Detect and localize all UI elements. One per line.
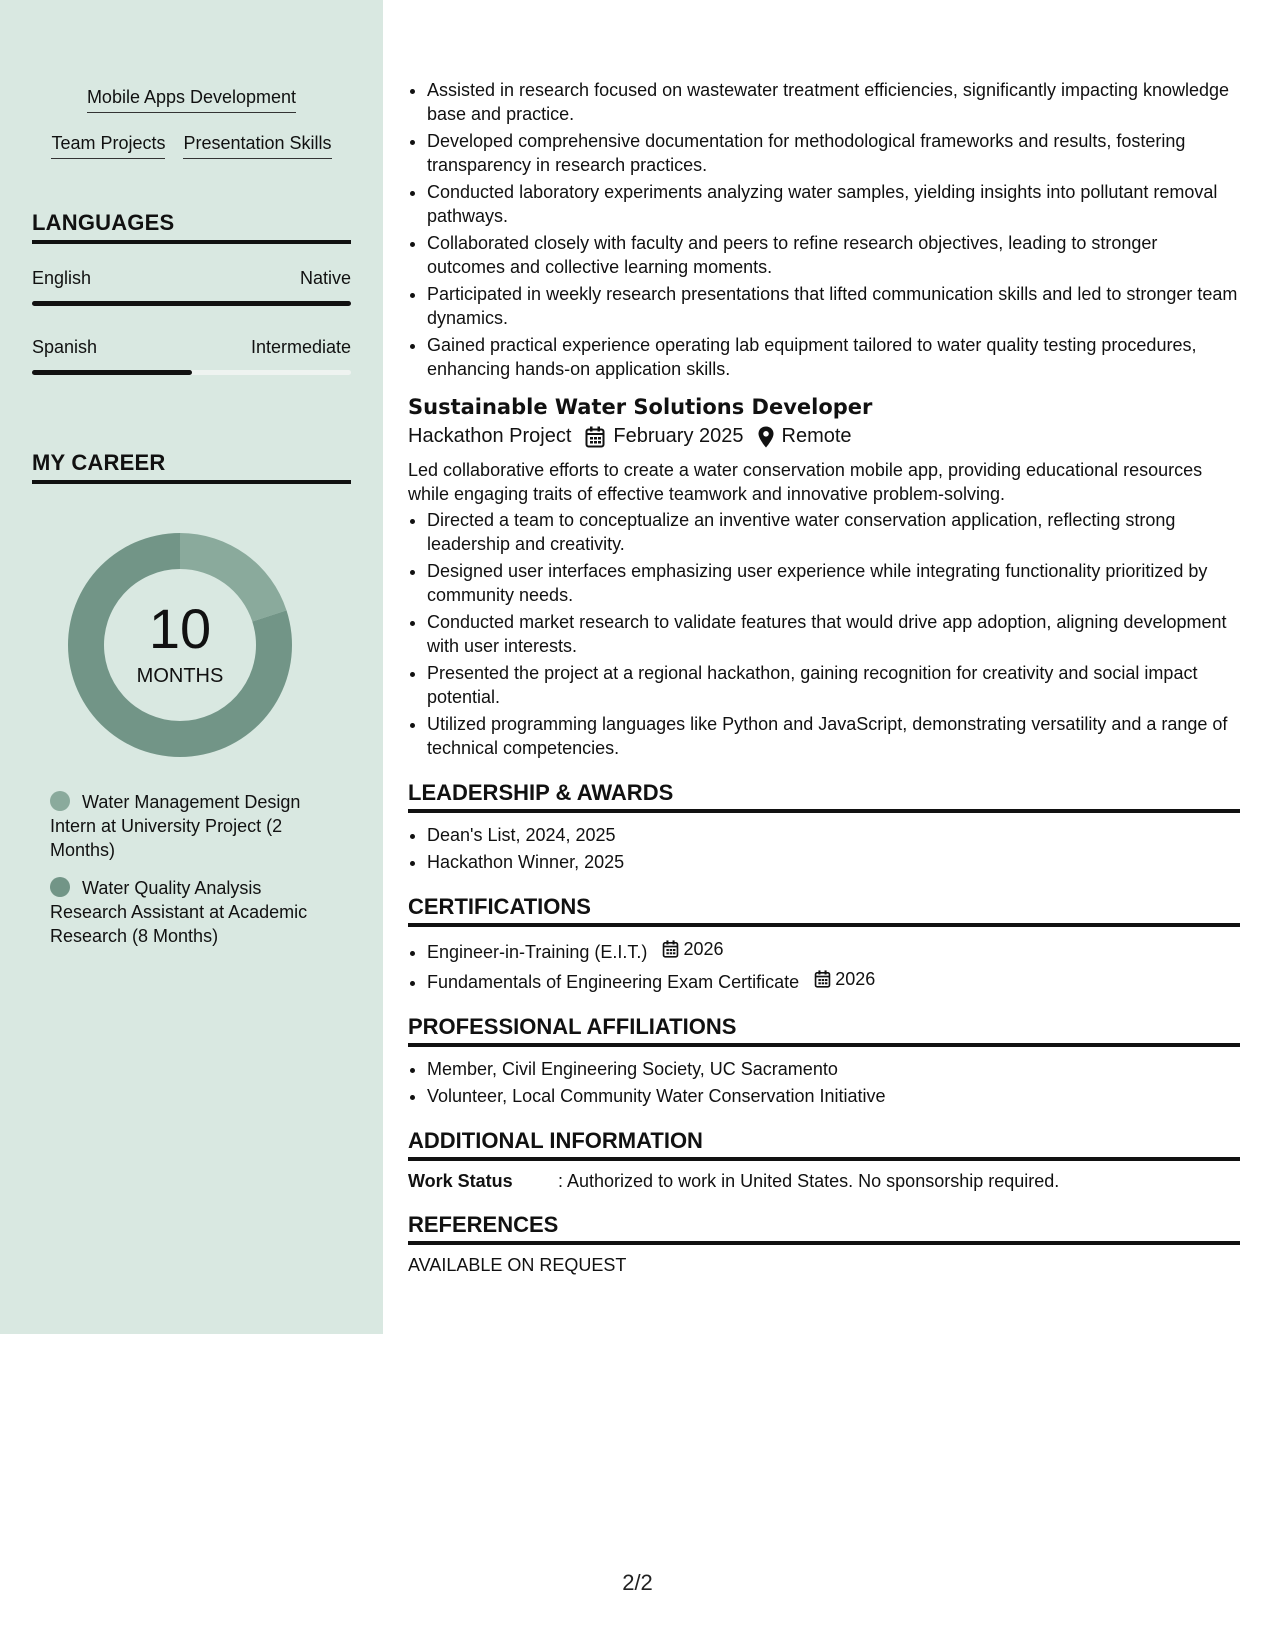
location-pin-icon (758, 426, 774, 448)
list-item (427, 937, 1240, 964)
work-status-label: Work Status (408, 1171, 513, 1191)
legend-dot-icon (50, 791, 70, 811)
career-legend (50, 790, 340, 962)
page-number: 2/2 (622, 1570, 653, 1595)
list-item: • Presented the project at a regional hackathon, gaining recognition for creativity and social impact potential. (427, 661, 1240, 709)
list-item (427, 967, 1240, 994)
career-legend-item (50, 790, 340, 862)
list-item: • Assisted in research focused on wastewater treatment efficiencies, significantly impacting knowledge base and practice. (427, 78, 1240, 126)
list-item: • Collaborated closely with faculty and peers to refine research objectives, leading to stronger outcomes and collective learning moments. (427, 231, 1240, 279)
languages-heading: LANGUAGES (32, 210, 351, 244)
list-item: • Utilized programming languages like Python and JavaScript, demonstrating versatility and a range of technical competencies. (427, 712, 1240, 760)
career-legend-label: Water Quality Analysis Research Assistant at Academic Research (8 Months) (50, 878, 308, 946)
skill-tag: Team Projects (51, 131, 165, 159)
references-heading: REFERENCES (408, 1212, 1240, 1245)
language-bar-fill (32, 301, 351, 306)
references-text: AVAILABLE ON REQUEST (408, 1255, 627, 1275)
career-legend-label: Water Management Design Intern at University Project (2 Months) (50, 792, 301, 860)
language-level: Intermediate (250, 337, 351, 357)
language-spanish (32, 337, 351, 375)
job-title: Sustainable Water Solutions Developer (408, 395, 873, 419)
job-date: February 2025 (613, 425, 744, 447)
sidebar (0, 0, 383, 1334)
legend-dot-icon (50, 877, 70, 897)
career-heading: MY CAREER (32, 450, 351, 484)
work-status-value: : Authorized to work in United States. No sponsorship required. (558, 1171, 1060, 1191)
language-english (32, 268, 351, 306)
language-level: Native (299, 268, 351, 288)
list-item: • Participated in weekly research presentations that lifted communication skills and led to stronger team dynamics. (427, 282, 1240, 330)
calendar-icon (585, 426, 605, 448)
list-item: • Designed user interfaces emphasizing user experience while integrating functionality prioritized by community needs. (427, 559, 1240, 607)
language-name: English (32, 268, 92, 288)
work-status-row (408, 1171, 1240, 1192)
skill-row (0, 85, 383, 113)
job1-bullets (408, 78, 1240, 381)
calendar-icon (662, 940, 679, 958)
affiliations-heading: PROFESSIONAL AFFILIATIONS (408, 1014, 1240, 1047)
cert-year: 2026 (683, 939, 724, 959)
list-item: • Volunteer, Local Community Water Conservation Initiative (427, 1084, 1240, 1108)
list-item: • Directed a team to conceptualize an inventive water conservation application, reflecting strong leadership and creativity. (427, 508, 1240, 556)
cert-name: Fundamentals of Engineering Exam Certificate (427, 972, 800, 992)
job2-bullets (408, 508, 1240, 760)
list-item: • Conducted laboratory experiments analyzing water samples, yielding insights into pollutant removal pathways. (427, 180, 1240, 228)
language-name: Spanish (32, 337, 98, 357)
language-bar-fill (32, 370, 192, 375)
certifications-list (408, 937, 1240, 994)
list-item: • Dean's List, 2024, 2025 (427, 823, 1240, 847)
leadership-heading: LEADERSHIP & AWARDS (408, 780, 1240, 813)
job-summary: Led collaborative efforts to create a water conservation mobile app, providing educational resources while engaging traits of effective teamwork and innovative problem-solving. (408, 460, 1203, 504)
certifications-heading: CERTIFICATIONS (408, 894, 1240, 927)
list-item: • Conducted market research to validate features that would drive app adoption, aligning development with user interests. (427, 610, 1240, 658)
list-item: • Hackathon Winner, 2025 (427, 850, 1240, 874)
main-content (408, 78, 1240, 1276)
skill-tag: Mobile Apps Development (87, 85, 296, 113)
language-bar (32, 301, 351, 306)
list-item: • Gained practical experience operating lab equipment tailored to water quality testing procedures, enhancing hands-on application skills. (427, 333, 1240, 381)
list-item: • Developed comprehensive documentation for methodological frameworks and results, fostering transparency in research practices. (427, 129, 1240, 177)
skills-section (0, 85, 383, 177)
skill-tag: Presentation Skills (183, 131, 331, 159)
career-donut-chart (62, 527, 298, 763)
job-meta (408, 425, 1240, 448)
affiliations-list (408, 1057, 1240, 1108)
cert-name: Engineer-in-Training (E.I.T.) (427, 942, 648, 962)
skill-row (0, 131, 383, 159)
job-location: Remote (781, 425, 852, 447)
calendar-icon (814, 970, 831, 988)
job-org: Hackathon Project (408, 425, 572, 447)
career-total-months: 10 (148, 597, 212, 660)
list-item: • Member, Civil Engineering Society, UC Sacramento (427, 1057, 1240, 1081)
cert-year: 2026 (835, 969, 876, 989)
language-bar (32, 370, 351, 375)
additional-info-heading: ADDITIONAL INFORMATION (408, 1128, 1240, 1161)
leadership-list (408, 823, 1240, 874)
career-legend-item (50, 876, 340, 948)
career-months-label: MONTHS (136, 665, 224, 687)
